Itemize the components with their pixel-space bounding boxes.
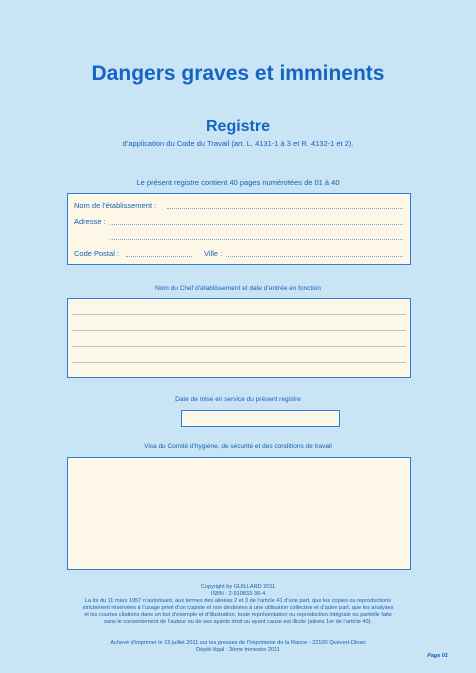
legal-deposit-text: Dépôt légal : 3ème trimestre 2011: [196, 647, 280, 654]
application-text: d’application du Code du Travail (art. L. 4131-1 à 3 et R. 4132-1 et 2).: [122, 139, 354, 148]
service-date-label: Date de mise en service du présent registre: [175, 396, 301, 403]
committee-label: Visa du Comité d’hygiène, de sécurité et des conditions de travail: [144, 443, 332, 450]
page-number: Page 01: [427, 653, 448, 659]
address-field-1[interactable]: [110, 224, 403, 225]
service-date-field[interactable]: [181, 410, 340, 427]
chief-line: [72, 362, 406, 363]
chief-line: [72, 330, 406, 331]
chief-box[interactable]: [67, 298, 411, 378]
printed-block: [0, 640, 476, 654]
postal-code-field[interactable]: [126, 256, 192, 257]
chief-line: [72, 346, 406, 347]
postal-code-label: Code Postal :: [74, 249, 120, 258]
city-field[interactable]: [226, 256, 403, 257]
page-title: Dangers graves et imminents: [91, 62, 385, 85]
address-field-2[interactable]: [110, 239, 403, 240]
register-subtitle: Registre: [205, 118, 271, 135]
establishment-box: [67, 193, 411, 265]
pages-note: Le présent registre contient 40 pages numérotées de 01 à 40: [136, 178, 340, 187]
address-label: Adresse :: [74, 217, 106, 226]
chief-label: Nom du Chef d’établissement et date d’entrée en fonction: [155, 285, 321, 292]
copyright-text: Copyright by GUILLARD 2011: [200, 584, 276, 590]
committee-visa-box[interactable]: [67, 457, 411, 570]
isbn-text: ISBN : 2-910833-36-4: [210, 591, 266, 598]
footer-block: [0, 584, 476, 627]
printed-text: Achevé d’imprimer le 15 juillet 2011 sur les presses de l’Imprimerie de la Rance - 22100 Quévert-Dinan: [110, 640, 366, 646]
law-line: sans le consentement de l’auteur ou de ses ayants droit ou ayant cause est illicite (alinéa 1er de l’article 40).: [103, 619, 373, 626]
city-label: Ville :: [204, 249, 223, 258]
law-line: La loi du 11 mars 1957 n’autorisant, aux termes des alinéas 2 et 3 de l’article 41 d’une part, que les copies ou reproductions: [84, 598, 392, 605]
law-line: strictement réservées à l’usage privé d’un copiste et non destinées à une utilisation collective et d’autre part, que les analyses: [82, 605, 394, 612]
establishment-name-label: Nom de l’établissement :: [74, 201, 157, 210]
establishment-name-field[interactable]: [167, 208, 403, 209]
chief-line: [72, 314, 406, 315]
law-line: et les courtes citations dans un but d’exemple et d’illustration, toute représentation ou reproduction intégrale ou partielle faite: [84, 612, 392, 619]
